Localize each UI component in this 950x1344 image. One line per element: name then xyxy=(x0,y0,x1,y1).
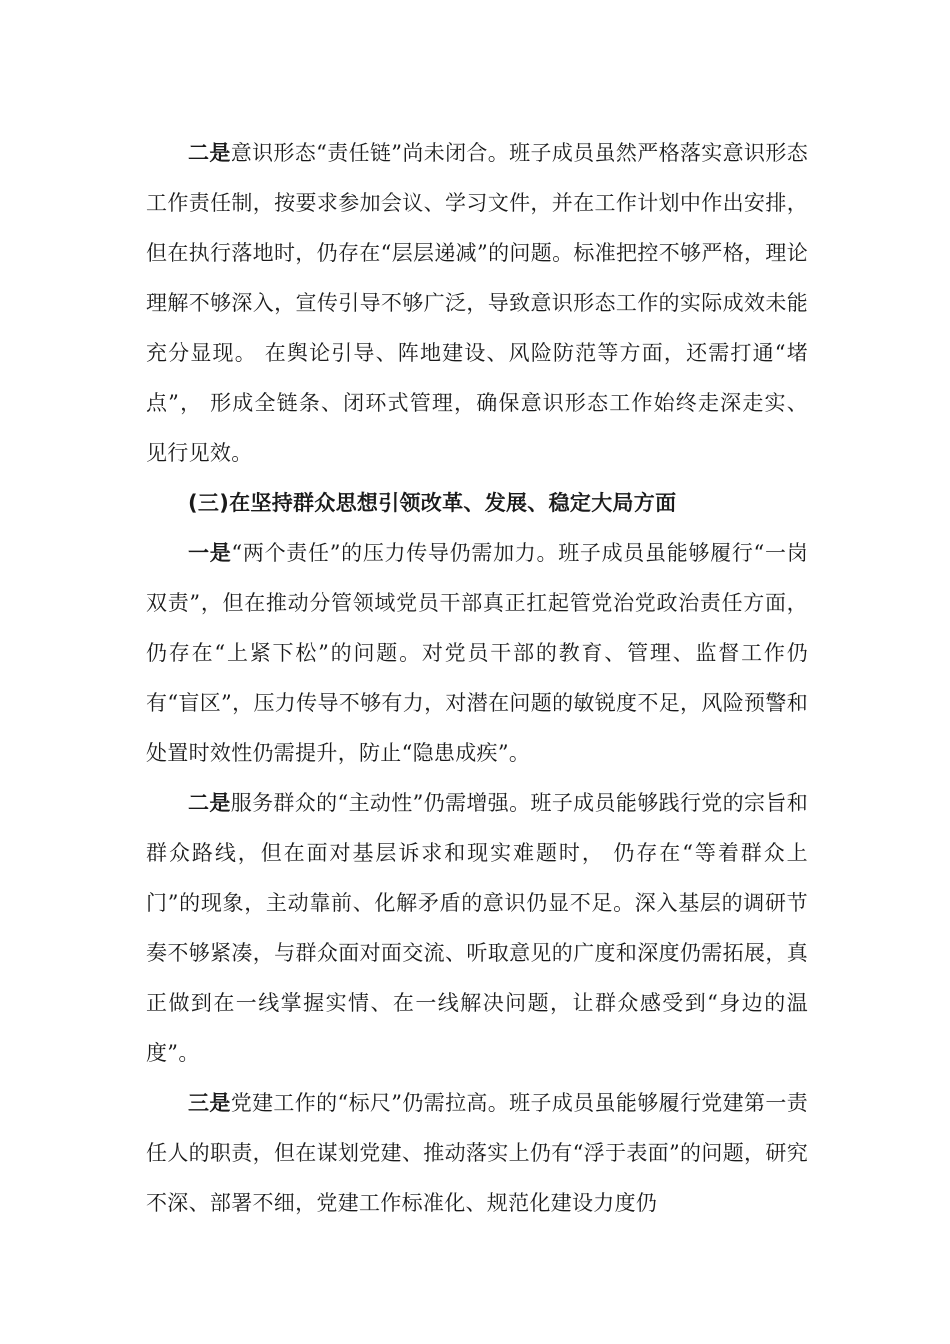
paragraph-text: “两个责任”的压力传导仍需加力。班子成员虽能够履行“一岗双责”，但在推动分管领域党员干部真正扛起管党治党政治责任方面，仍存在“上紧下松”的问题。对党员干部的教育、管理、监督工作仍有“盲区”，压力传导不够有力，对潜在问题的敏锐度不足，风险预警和处置时效性仍需提升，防止“隐患成疾”。 xyxy=(146,541,808,765)
paragraph-text: 服务群众的“主动性”仍需增强。班子成员能够践行党的宗旨和群众路线，但在面对基层诉求和现实难题时， 仍存在“等着群众上门”的现象，主动靠前、化解矛盾的意识仍显不足。深入基层的调研节奏不够紧凑，与群众面对面交流、听取意见的广度和深度仍需拓展，真正做到在一线掌握实情、在一线解决问题，让群众感受到“身边的温度”。 xyxy=(146,791,808,1065)
document-body xyxy=(146,128,808,1228)
paragraph-lead: 一是 xyxy=(188,540,232,565)
paragraph-lead: 二是 xyxy=(188,140,231,165)
paragraph-text: 意识形态“责任链”尚未闭合。班子成员虽然严格落实意识形态工作责任制，按要求参加会议、学习文件，并在工作计划中作出安排，但在执行落地时，仍存在“层层递减”的问题。标准把控不够严格，理论理解不够深入，宣传引导不够广泛，导致意识形态工作的实际成效未能充分显现。 在舆论引导、阵地建设、风险防范等方面，还需打通“堵点”， 形成全链条、闭环式管理，确保意识形态工作始终走深走实、 见行见效。 xyxy=(146,141,808,465)
paragraph-lead: 二是 xyxy=(188,790,231,815)
paragraph-serving-masses xyxy=(146,778,808,1078)
paragraph-party-building xyxy=(146,1078,808,1228)
section-heading: (三)在坚持群众思想引领改革、发展、稳定大局方面 xyxy=(188,491,677,515)
paragraph-two-responsibilities xyxy=(146,528,808,778)
paragraph-text: 党建工作的“标尺”仍需拉高。班子成员虽能够履行党建第一责任人的职责，但在谋划党建、推动落实上仍有“浮于表面”的问题，研究不深、部署不细，党建工作标准化、规范化建设力度仍 xyxy=(146,1091,808,1215)
paragraph-ideology-responsibility xyxy=(146,128,808,478)
paragraph-lead: 三是 xyxy=(188,1090,231,1115)
